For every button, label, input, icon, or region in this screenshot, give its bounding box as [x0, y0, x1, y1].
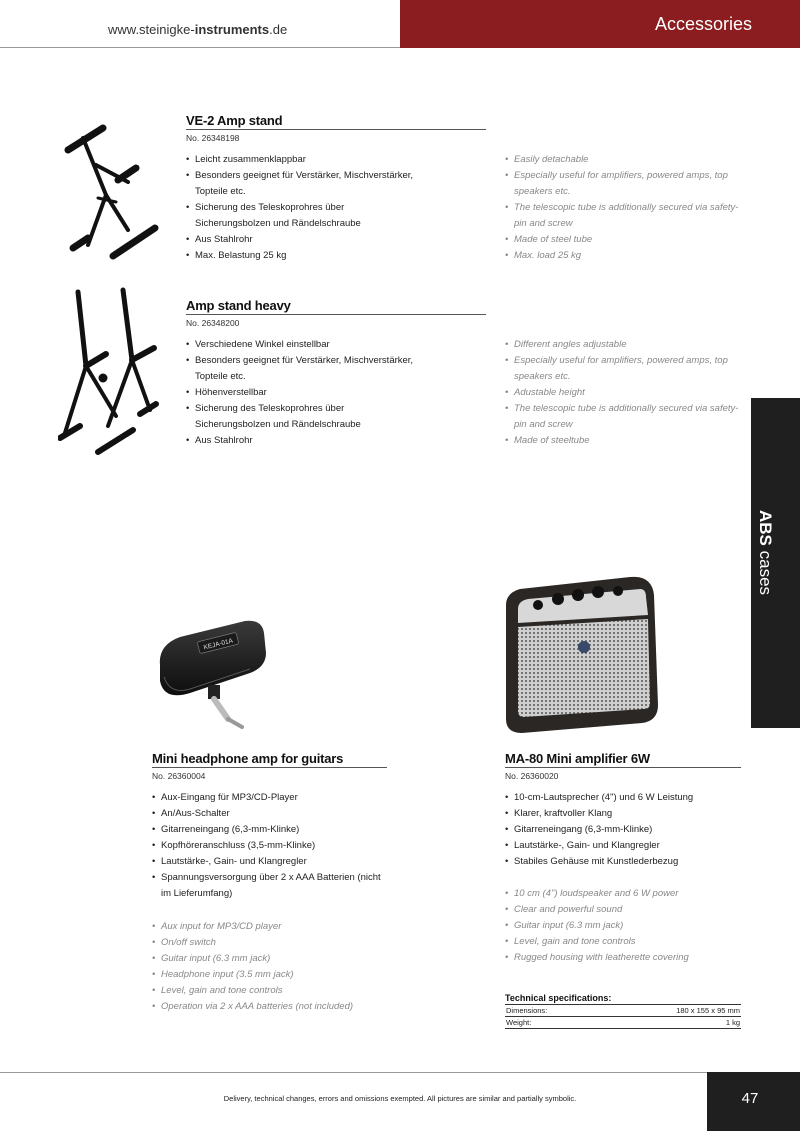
feature-de: • Leicht zusammenklappbar	[186, 152, 416, 168]
feature-de: • An/Aus-Schalter	[152, 806, 392, 822]
ma80-mini-amplifier-image	[500, 575, 660, 735]
feature-de: • Lautstärke-, Gain- und Klangregler	[152, 854, 392, 870]
specs-title: Technical specifications:	[505, 993, 612, 1003]
feature-en: • Different angles adjustable	[505, 337, 745, 353]
item-number: No. 26360020	[505, 771, 559, 781]
spec-label: Weight:	[505, 1017, 599, 1029]
feature-en: • Made of steeltube	[505, 433, 745, 449]
feature-en: • Operation via 2 x AAA batteries (not included)	[152, 999, 392, 1015]
feature-de: • Max. Belastung 25 kg	[186, 248, 416, 264]
feature-de: • Sicherung des Teleskoprohres über Sicherungsbolzen und Rändelschraube	[186, 200, 416, 232]
feature-en: • Max. load 25 kg	[505, 248, 745, 264]
feature-de: • Gitarreneingang (6,3-mm-Klinke)	[152, 822, 392, 838]
category-tab-label	[755, 510, 775, 595]
feature-de: • Stabiles Gehäuse mit Kunstlederbezug	[505, 854, 745, 870]
feature-de: • Gitarreneingang (6,3-mm-Klinke)	[505, 822, 745, 838]
feature-en: • Aux input for MP3/CD player	[152, 919, 392, 935]
feature-en: • Especially useful for amplifiers, powered amps, top speakers etc.	[505, 168, 745, 200]
section-title: Accessories	[654, 14, 752, 34]
device-label: KEJA-01A	[202, 637, 234, 652]
title-underline	[152, 767, 387, 768]
feature-en: • Level, gain and tone controls	[152, 983, 392, 999]
feature-de: • Spannungsversorgung über 2 x AAA Batterien (nicht im Lieferumfang)	[152, 870, 392, 902]
url-prefix: www.steinigke-	[108, 22, 195, 37]
features-en	[505, 152, 745, 264]
mini-headphone-amp-image	[150, 615, 270, 730]
features-de	[152, 790, 392, 902]
ve2-amp-stand-image	[58, 120, 168, 260]
features-de	[186, 337, 416, 449]
product-title: Mini headphone amp for guitars	[152, 751, 344, 766]
feature-de: • Höhenverstellbar	[186, 385, 416, 401]
features-de	[505, 790, 745, 870]
feature-en: • Made of steel tube	[505, 232, 745, 248]
title-underline	[186, 314, 486, 315]
product-title: MA-80 Mini amplifier 6W	[505, 751, 650, 766]
item-number: No. 26348198	[186, 133, 240, 143]
feature-en: • Adustable height	[505, 385, 745, 401]
feature-en: • On/off switch	[152, 935, 392, 951]
feature-de: • Lautstärke-, Gain- und Klangregler	[505, 838, 745, 854]
features-en	[505, 337, 745, 449]
features-en	[505, 886, 745, 966]
feature-de: • Sicherung des Teleskoprohres über Sicherungsbolzen und Rändelschraube	[186, 401, 416, 433]
section-banner	[400, 0, 800, 48]
feature-de: • Aus Stahlrohr	[186, 232, 416, 248]
website-url	[108, 22, 287, 37]
feature-de: • Aux-Eingang für MP3/CD-Player	[152, 790, 392, 806]
feature-de: • Verschiedene Winkel einstellbar	[186, 337, 416, 353]
feature-en: • Easily detachable	[505, 152, 745, 168]
feature-de: • Aus Stahlrohr	[186, 433, 416, 449]
item-number: No. 26360004	[152, 771, 206, 781]
category-tab-bold: ABS	[756, 510, 775, 546]
feature-de: • Klarer, kraftvoller Klang	[505, 806, 745, 822]
feature-de: • 10-cm-Lautsprecher (4") und 6 W Leistung	[505, 790, 745, 806]
spec-value: 180 x 155 x 95 mm	[599, 1005, 741, 1017]
amp-stand-heavy-image	[58, 286, 168, 458]
feature-en: • Guitar input (6.3 mm jack)	[152, 951, 392, 967]
url-bold: instruments	[194, 22, 270, 37]
feature-en: • 10 cm (4") loudspeaker and 6 W power	[505, 886, 745, 902]
features-de	[186, 152, 416, 264]
feature-de: • Besonders geeignet für Verstärker, Mischverstärker, Topteile etc.	[186, 353, 416, 385]
feature-en: • Guitar input (6.3 mm jack)	[505, 918, 745, 934]
title-underline	[186, 129, 486, 130]
feature-en: • Rugged housing with leatherette covering	[505, 950, 745, 966]
spec-label: Dimensions:	[505, 1005, 599, 1017]
feature-en: • The telescopic tube is additionally secured via safety-pin and screw	[505, 401, 745, 433]
item-number: No. 26348200	[186, 318, 240, 328]
category-tab-rest: cases	[756, 545, 775, 596]
title-underline	[505, 767, 741, 768]
feature-en: • Headphone input (3.5 mm jack)	[152, 967, 392, 983]
spec-value: 1 kg	[599, 1017, 741, 1029]
feature-de: • Besonders geeignet für Verstärker, Mischverstärker, Topteile etc.	[186, 168, 416, 200]
feature-en: • Level, gain and tone controls	[505, 934, 745, 950]
features-en	[152, 919, 392, 1015]
specs-table	[505, 1004, 741, 1029]
product-title: Amp stand heavy	[186, 298, 291, 313]
feature-en: • The telescopic tube is additionally secured via safety-pin and screw	[505, 200, 745, 232]
product-title: VE-2 Amp stand	[186, 113, 283, 128]
footer-disclaimer: Delivery, technical changes, errors and omissions exempted. All pictures are similar and partially symbolic.	[223, 1094, 577, 1103]
feature-en: • Especially useful for amplifiers, powered amps, top speakers etc.	[505, 353, 745, 385]
feature-en: • Clear and powerful sound	[505, 902, 745, 918]
footer-divider	[0, 1072, 707, 1073]
header-divider	[0, 47, 400, 48]
table-row	[505, 1017, 741, 1029]
url-suffix: .de	[269, 22, 288, 37]
table-row	[505, 1005, 741, 1017]
feature-de: • Kopfhöreranschluss (3,5-mm-Klinke)	[152, 838, 392, 854]
page-number: 47	[741, 1090, 759, 1107]
